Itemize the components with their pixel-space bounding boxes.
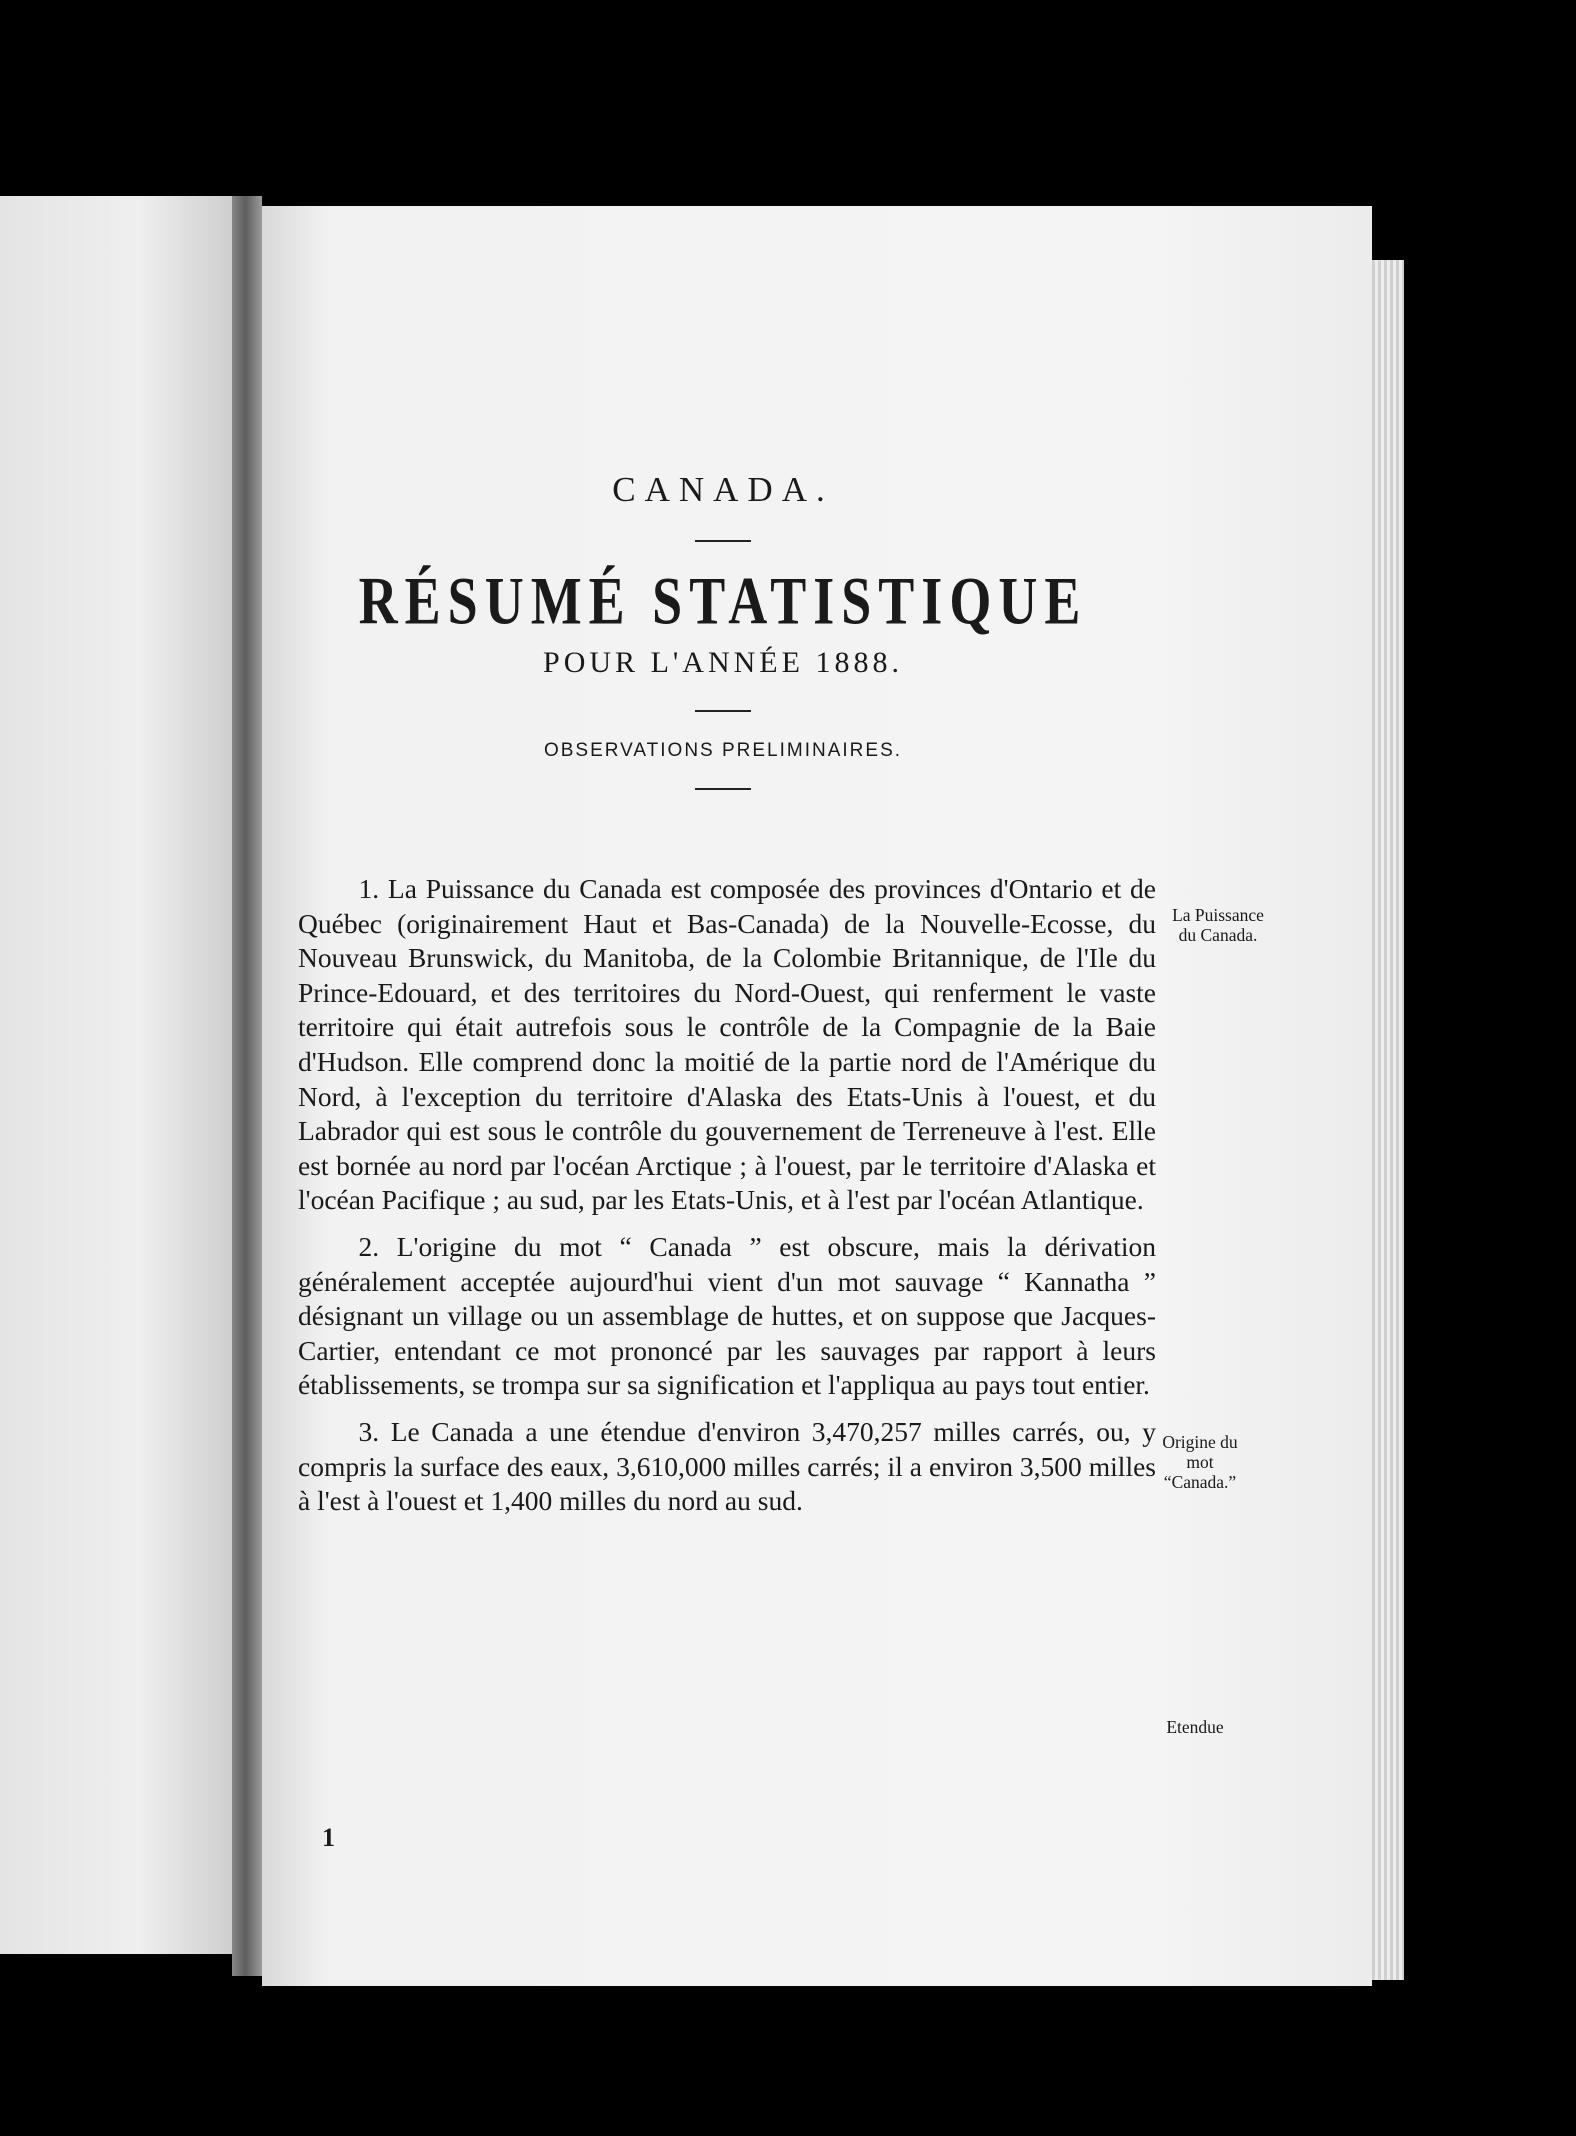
divider-rule xyxy=(695,710,751,712)
signature-mark: 1 xyxy=(322,1823,335,1852)
country-heading: CANADA. xyxy=(612,470,834,509)
header-block xyxy=(283,470,1163,818)
page-title: RÉSUMÉ STATISTIQUE xyxy=(358,563,1088,639)
left-page xyxy=(0,196,232,1954)
margin-note-origine: Origine du mot “Canada.” xyxy=(1162,1432,1238,1492)
paragraph: 3. Le Canada a une étendue d'environ 3,470,257 milles carrés, ou, y compris la surface des eaux, 3,610,000 milles carrés; il a environ 3,500 milles à l'est à l'ouest et 1,400 milles du nord au sud. xyxy=(298,1415,1156,1517)
section-heading: OBSERVATIONS PRELIMINAIRES. xyxy=(543,740,903,761)
book-gutter xyxy=(232,196,262,1976)
margin-note-etendue: Etendue xyxy=(1166,1717,1224,1737)
page-subtitle: POUR L'ANNÉE 1888. xyxy=(543,646,903,679)
divider-rule xyxy=(695,540,751,542)
paragraph: 1. La Puissance du Canada est composée des provinces d'Ontario et de Québec (originairement Haut et Bas-Canada) de la Nouvelle-Ecosse, du Nouveau Brunswick, du Manitoba, de la Colombie Britannique, de l'Ile du Prince-Edouard, et des territoires du Nord-Ouest, qui renferment le vaste territoire qui était autrefois sous le contrôle de la Compagnie de la Baie d'Hudson. Elle comprend donc la moitié de la partie nord de l'Amérique du Nord, à l'exception du territoire d'Alaska des Etats-Unis à l'ouest, et du Labrador qui est sous le contrôle du gouvernement de Terreneuve à l'est. Elle est bornée au nord par l'océan Arctique ; à l'ouest, par le territoire d'Alaska et l'océan Pacifique ; au sud, par les Etats-Unis, et à l'est par l'océan Atlantique. xyxy=(298,873,1156,1216)
paragraph: 2. L'origine du mot “ Canada ” est obscure, mais la dérivation généralement acceptée aujourd'hui vient d'un mot sauvage “ Kannatha ” désignant un village ou un assemblage de huttes, et on suppose que Jacques-Cartier, entendant ce mot prononcé par les sauvages par rapport à leurs établissements, se trompa sur sa signification et l'appliqua au pays tout entier. xyxy=(298,1230,1156,1401)
body-text xyxy=(298,872,1156,1531)
margin-note-puissance: La Puissance du Canada. xyxy=(1172,905,1264,945)
divider-rule xyxy=(695,788,751,790)
